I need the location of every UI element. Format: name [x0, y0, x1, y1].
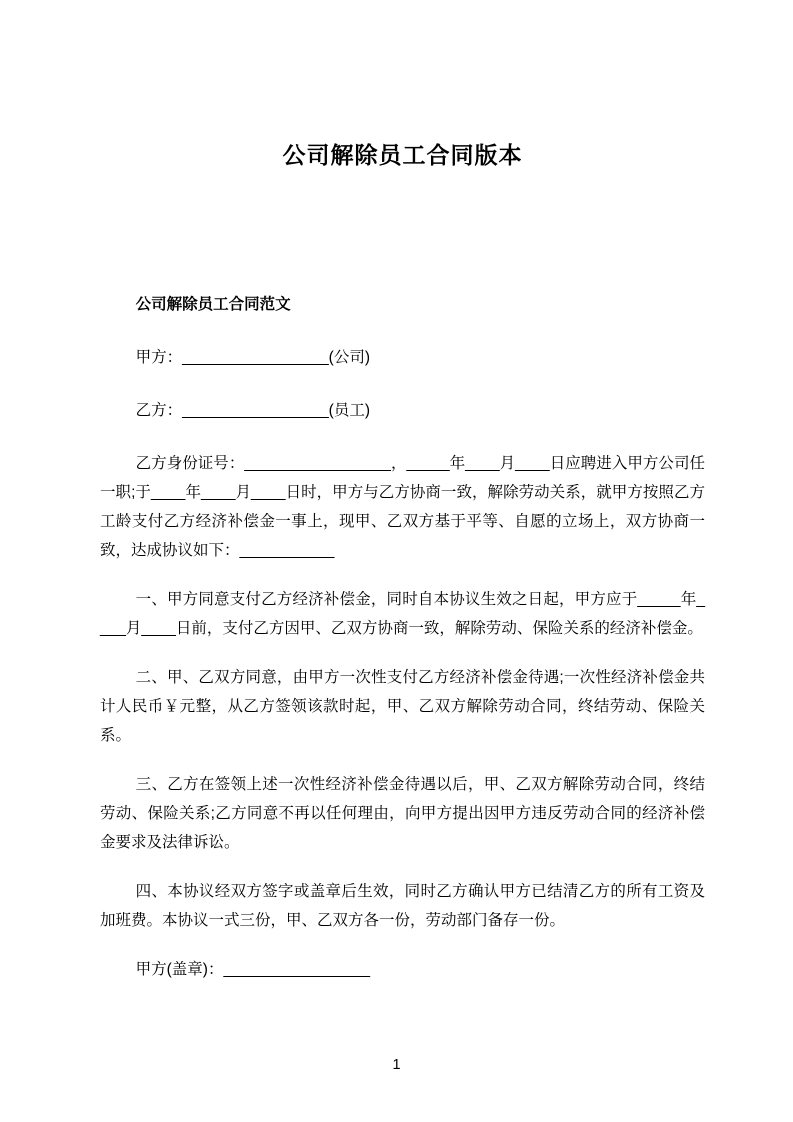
clause-3-paragraph: 三、乙方在签领上述一次性经济补偿金待遇以后，甲、乙双方解除劳动合同，终结劳动、保险关系;乙方同意不再以任何理由，向甲方提出因甲方违反劳动合同的经济补偿金要求及法律诉讼。 — [100, 776, 705, 851]
intro-paragraph: 乙方身份证号：_________________，_____年____月____日应聘进入甲方公司任一职;于____年____月____日时，甲方与乙方协商一致，解除劳动关系，就甲方按照乙方工龄支付乙方经济补偿金一事上，现甲、乙双方基于平等、自愿的立场上，双方协商一致，达成协议如下：___________ — [100, 455, 705, 559]
party-b-line: 乙方：_________________(员工) — [135, 402, 371, 419]
clause-4-paragraph: 四、本协议经双方签字或盖章后生效，同时乙方确认甲方已结清乙方的所有工资及加班费。本协议一式三份，甲、乙双方各一份，劳动部门备存一份。 — [100, 883, 705, 929]
party-a-line: 甲方：_________________(公司) — [135, 349, 371, 366]
document-subtitle: 公司解除员工合同范文 — [135, 296, 291, 313]
document-title: 公司解除员工合同版本 — [282, 142, 523, 168]
clause-1-paragraph: 一、甲方同意支付乙方经济补偿金，同时自本协议生效之日起，甲方应于_____年____月____日前，支付乙方因甲、乙双方协商一致，解除劳动、保险关系的经济补偿金。 — [100, 591, 705, 637]
page-number: 1 — [392, 1057, 401, 1073]
signature-line: 甲方(盖章)：_________________ — [135, 961, 371, 978]
clause-2-paragraph: 二、甲、乙双方同意，由甲方一次性支付乙方经济补偿金待遇;一次性经济补偿金共计人民币￥元整，从乙方签领该款时起，甲、乙双方解除劳动合同，终结劳动、保险关系。 — [100, 669, 705, 744]
